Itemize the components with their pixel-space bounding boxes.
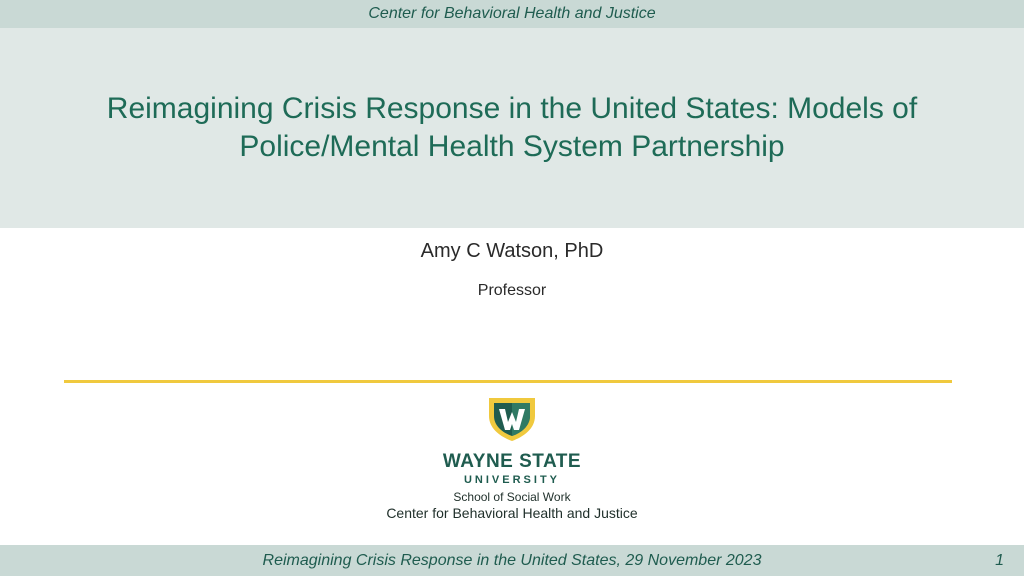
university-name: WAYNE STATE — [442, 451, 582, 472]
gold-divider — [64, 380, 952, 383]
university-subtitle: UNIVERSITY — [463, 474, 560, 486]
title-band — [0, 28, 1024, 228]
header-band — [0, 0, 1024, 28]
footer-text: Reimagining Crisis Response in the United States, 29 November 2023 — [262, 551, 762, 569]
author-role: Professor — [477, 282, 547, 299]
footer-band — [0, 545, 1024, 576]
header-center-name: Center for Behavioral Health and Justice — [368, 5, 656, 22]
center-name: Center for Behavioral Health and Justice — [386, 505, 638, 521]
wsu-shield-icon — [487, 396, 537, 442]
wsu-logo — [0, 396, 1024, 521]
author-name: Amy C Watson, PhD — [420, 240, 604, 262]
page-number: 1 — [995, 551, 1004, 569]
slide-title: Reimagining Crisis Response in the United States: Models of Police/Mental Health System Partnership — [106, 92, 918, 163]
school-name: School of Social Work — [453, 490, 571, 504]
